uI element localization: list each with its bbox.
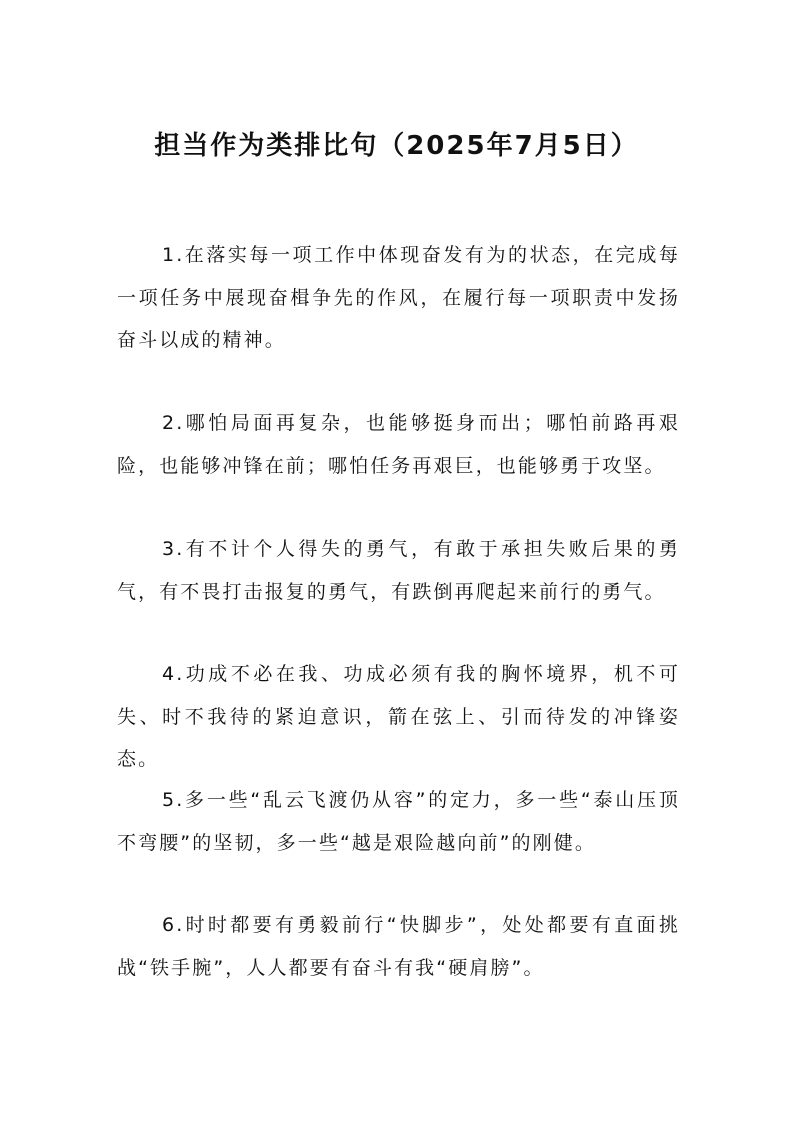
paragraph-6: 6.时时都要有勇毅前行“快脚步”，处处都要有直面挑战“铁手腕”，人人都要有奋斗有我“硬肩膀”。 (117, 914, 680, 979)
paragraph-4: 4.功成不必在我、功成必须有我的胸怀境界，机不可失、时不我待的紧迫意识，箭在弦上、引而待发的冲锋姿态。 (117, 663, 680, 770)
document-title: 担当作为类排比句（2025年7月5日） (154, 131, 639, 161)
paragraph-2: 2.哪怕局面再复杂，也能够挺身而出；哪怕前路再艰险，也能够冲锋在前；哪怕任务再艰巨，也能够勇于攻坚。 (117, 412, 680, 477)
paragraph-5: 5.多一些“乱云飞渡仍从容”的定力，多一些“泰山压顶不弯腰”的坚韧，多一些“越是艰险越向前”的刚健。 (117, 789, 680, 854)
paragraph-1: 1.在落实每一项工作中体现奋发有为的状态，在完成每一项任务中展现奋楫争先的作风，在履行每一项职责中发扬奋斗以成的精神。 (117, 244, 680, 351)
paragraph-3: 3.有不计个人得失的勇气，有敢于承担失败后果的勇气，有不畏打击报复的勇气，有跌倒再爬起来前行的勇气。 (117, 538, 680, 603)
